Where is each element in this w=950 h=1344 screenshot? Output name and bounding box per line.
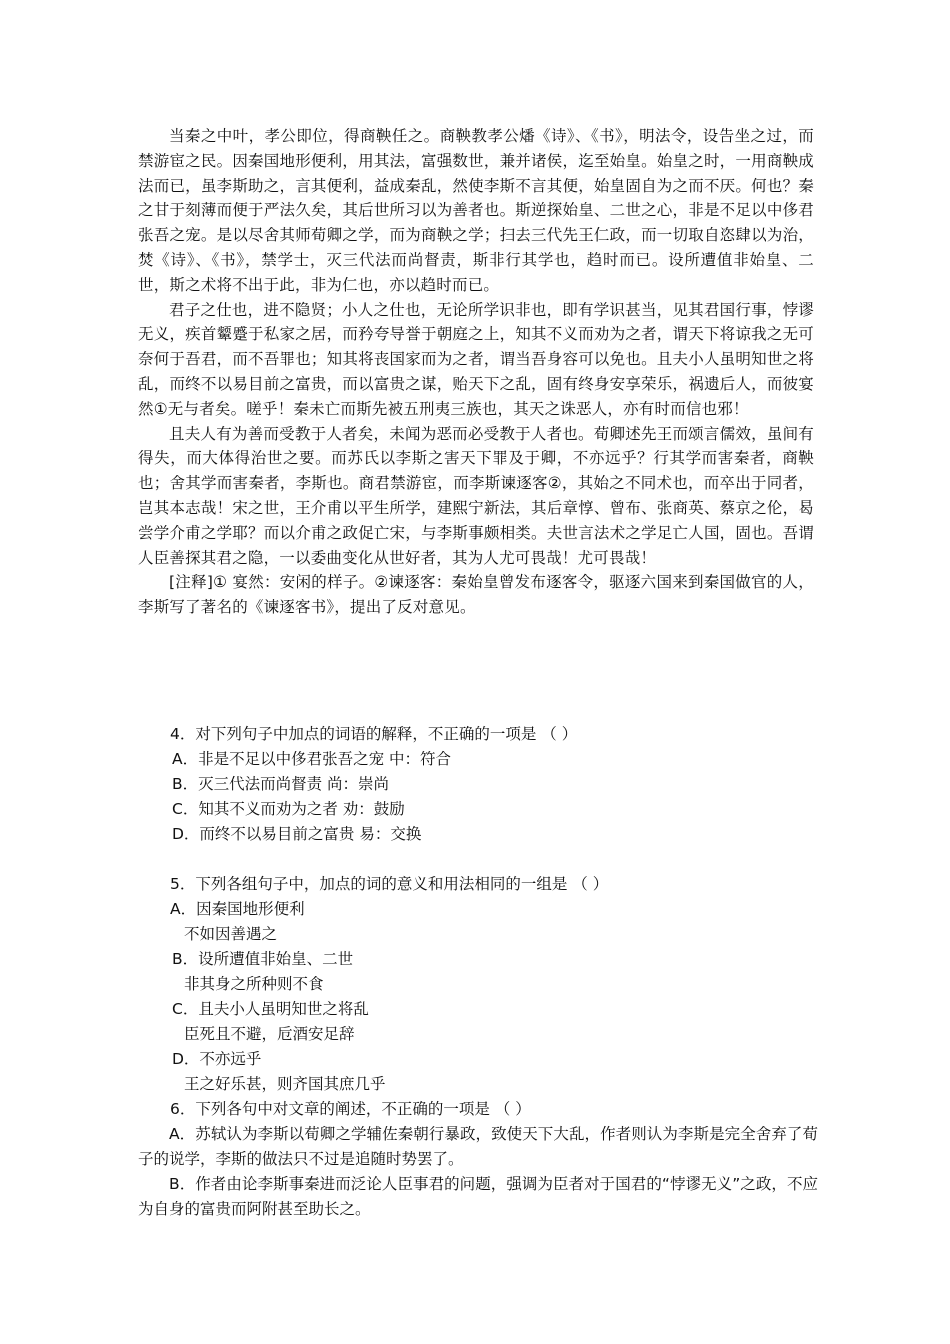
- question-5-stem: 5．下列各组句子中，加点的词的意义和用法相同的一组是 （ ）: [170, 875, 609, 893]
- question-5-option-c: C．且夫小人虽明知世之将乱: [172, 1000, 369, 1018]
- essay-paragraph-2: 君子之仕也，进不隐贤；小人之仕也，无论所学识非也，即有学识甚当，见其君国行事，悖谬无义，疾首颦蹙于私家之居，而矜夸导誉于朝庭之上，知其不义而劝为之者，谓天下将谅我之无可奈何于吾君，而不吾罪也；知其将丧国家而为之者，谓当吾身容可以免也。且夫小人虽明知世之将乱，而终不以易目前之富贵，而以富贵之谋，贻天下之乱，固有终身安享荣乐，祸遗后人，而彼宴然①无与者矣。嗟乎！秦未亡而斯先被五刑夷三族也，其天之诛恶人，亦有时而信也邪！: [138, 300, 814, 418]
- essay-text: [138, 124, 814, 620]
- question-4-option-c: C．知其不义而劝为之者 劝：鼓励: [172, 800, 405, 818]
- question-6-option-a: A．苏轼认为李斯以荀卿之学辅佐秦朝行暴政，致使天下大乱，作者则认为李斯是完全舍弃了荀子的说学，李斯的做法只不过是追随时势罢了。: [138, 1125, 818, 1168]
- question-5-option-a-pair: 不如因善遇之: [184, 925, 278, 943]
- question-5-option-b: B．设所遭值非始皇、二世: [172, 950, 354, 968]
- question-6-stem: 6．下列各句中对文章的阐述，不正确的一项是 （ ）: [170, 1100, 531, 1118]
- question-5: [138, 872, 818, 1097]
- essay-paragraph-3: 且夫人有为善而受教于人者矣，未闻为恶而必受教于人者也。荀卿述先王而颂言儒效，虽间有得失，而大体得治世之要。而苏氏以李斯之害天下罪及于卿，不亦远乎？行其学而害秦者，商鞅也；舍其学而害秦者，李斯也。商君禁游宦，而李斯谏逐客②，其始之不同术也，而卒出于同者，岂其本志哉！宋之世，王介甫以平生所学，建熙宁新法，其后章惇、曾布、张商英、蔡京之伦，曷尝学介甫之学耶？而以介甫之政促亡宋，与李斯事颇相类。夫世言法术之学足亡人国，固也。吾谓人臣善探其君之隐，一以委曲变化从世好者，其为人尤可畏哉！尤可畏哉！: [138, 424, 814, 567]
- annotation-note: [注释]① 宴然：安闲的样子。②谏逐客：秦始皇曾发布逐客令，驱逐六国来到秦国做官的人，李斯写了著名的《谏逐客书》，提出了反对意见。: [138, 573, 814, 617]
- questions-section: [138, 722, 818, 1222]
- question-5-option-d-pair: 王之好乐甚，则齐国其庶几乎: [184, 1075, 386, 1093]
- question-4-option-b: B．灭三代法而尚督责 尚：崇尚: [172, 775, 390, 793]
- question-4: [138, 722, 818, 847]
- question-5-option-b-pair: 非其身之所种则不食: [184, 975, 324, 993]
- question-5-option-d: D．不亦远乎: [172, 1050, 262, 1068]
- question-4-option-d: D．而终不以易目前之富贵 易：交换: [172, 825, 422, 843]
- question-6-option-b: B．作者由论李斯事秦进而泛论人臣事君的问题，强调为臣者对于国君的“悖谬无义”之政，不应为自身的富贵而阿附甚至助长之。: [138, 1175, 818, 1218]
- question-6: [138, 1097, 818, 1222]
- question-5-option-a: A．因秦国地形便利: [170, 900, 305, 918]
- question-4-stem: 4．对下列句子中加点的词语的解释，不正确的一项是 （ ）: [170, 725, 578, 743]
- question-4-option-a: A．非是不足以中侈君张吾之宠 中：符合: [172, 750, 452, 768]
- essay-paragraph-1: 当秦之中叶，孝公即位，得商鞅任之。商鞅教孝公燔《诗》、《书》，明法令，设告坐之过，而禁游宦之民。因秦国地形便利，用其法，富强数世，兼并诸侯，迄至始皇。始皇之时，一用商鞅成法而已，虽李斯助之，言其便利，益成秦乱，然使李斯不言其便，始皇固自为之而不厌。何也？秦之甘于刻薄而便于严法久矣，其后世所习以为善者也。斯逆探始皇、二世之心，非是不足以中侈君张吾之宠。是以尽舍其师荀卿之学，而为商鞅之学；扫去三代先王仁政，而一切取自恣肆以为治，焚《诗》、《书》，禁学士，灭三代法而尚督责，斯非行其学也，趋时而已。设所遭值非始皇、二世，斯之术将不出于此，非为仁也，亦以趋时而已。: [138, 127, 814, 294]
- question-5-option-c-pair: 臣死且不避，卮酒安足辞: [184, 1025, 355, 1043]
